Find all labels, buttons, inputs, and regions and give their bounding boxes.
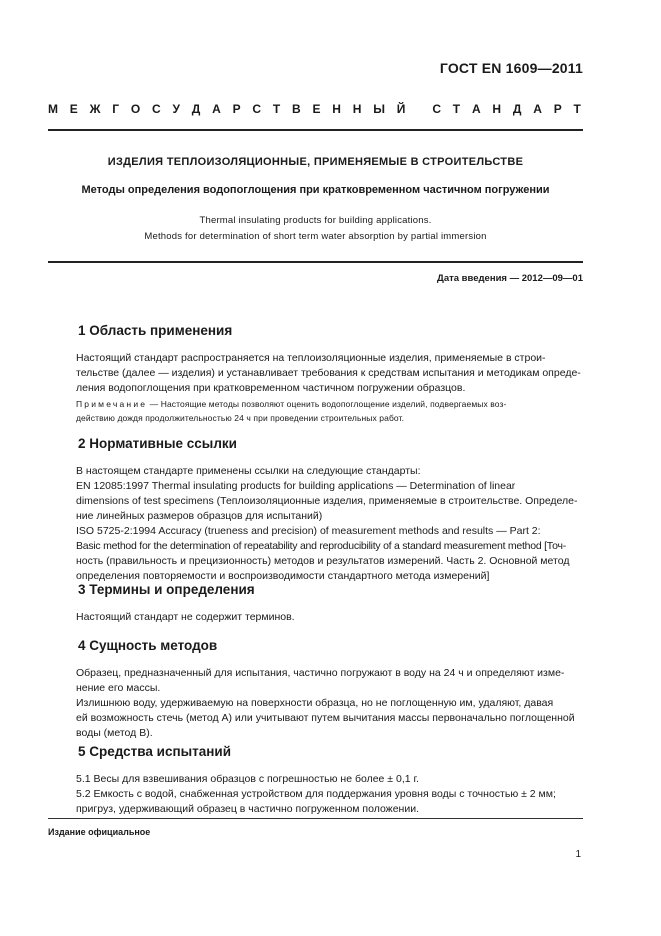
banner-letter: М bbox=[48, 102, 58, 116]
banner-letter: Н bbox=[352, 102, 362, 116]
document-subtitle: Методы определения водопоглощения при кратковременном частичном погружении bbox=[81, 184, 550, 196]
document-number: ГОСТ EN 1609—2011 bbox=[439, 60, 583, 76]
banner-letter: Т bbox=[573, 102, 581, 116]
note-text: — Настоящие методы позволяют оценить водопоглощение изделий, подвергаемых воз- bbox=[147, 399, 507, 409]
title-divider bbox=[48, 261, 583, 263]
text-line: dimensions of test specimens (Теплоизоляционные изделия, применяемые в строительстве. Определе- bbox=[76, 495, 578, 507]
section-heading: 4 Сущность методов bbox=[78, 638, 218, 653]
text-line: ей возможность стечь (метод А) или учитывают путем вычитания массы первоначально поглощенной bbox=[76, 712, 575, 724]
note-label: Примечание bbox=[76, 399, 148, 409]
text-line: Образец, предназначенный для испытания, частично погружают в воду на 24 ч и определяют изме- bbox=[76, 667, 565, 679]
banner-letter: С bbox=[152, 102, 161, 116]
english-title-line-2: Methods for determination of short term water absorption by partial immersion bbox=[144, 231, 487, 242]
section-5-paragraph bbox=[76, 772, 583, 817]
banner-letter: Ж bbox=[89, 102, 101, 116]
section-heading: 2 Нормативные ссылки bbox=[78, 436, 237, 451]
note bbox=[76, 398, 583, 425]
top-divider bbox=[48, 129, 583, 131]
text-line: воды (метод В). bbox=[76, 727, 153, 739]
text-line: пригруз, удерживающий образец в частично погруженном положении. bbox=[76, 803, 419, 815]
banner-letter: Г bbox=[112, 102, 120, 116]
section-heading: 1 Область применения bbox=[78, 323, 233, 338]
text-line: Basic method for the determination of repeatability and reproducibility of a standard measurement method [Точ- bbox=[76, 540, 566, 552]
banner-letter: Н bbox=[332, 102, 341, 116]
banner-letter: Т bbox=[272, 102, 281, 116]
banner-letter bbox=[417, 102, 420, 116]
section-heading: 3 Термины и определения bbox=[78, 582, 255, 597]
text-line: нение его массы. bbox=[76, 682, 161, 694]
text-line: 5.1 Весы для взвешивания образцов с погрешностью не более ± 0,1 г. bbox=[76, 773, 419, 785]
english-title bbox=[48, 213, 583, 245]
text-line: EN 12085:1997 Thermal insulating products for building applications — Determination of linear bbox=[76, 480, 516, 492]
text-line: ления водопоглощения при кратковременном частичном погружении образцов. bbox=[76, 382, 466, 394]
page-number: 1 bbox=[575, 849, 581, 860]
section-2-paragraph bbox=[76, 464, 583, 584]
section-4-paragraph bbox=[76, 666, 583, 741]
banner-letter: Д bbox=[191, 102, 201, 116]
effective-date: Дата введения — 2012—09—01 bbox=[437, 273, 583, 284]
banner-letter: В bbox=[292, 102, 301, 116]
english-title-line-1: Thermal insulating products for building applications. bbox=[199, 215, 432, 226]
standard-banner bbox=[48, 102, 581, 116]
text-line: Излишнюю воду, удерживаемую на поверхности образца, но не поглощенную им, удаляют, давая bbox=[76, 697, 554, 709]
banner-letter: С bbox=[252, 102, 262, 116]
document-title: ИЗДЕЛИЯ ТЕПЛОИЗОЛЯЦИОННЫЕ, ПРИМЕНЯЕМЫЕ В СТРОИТЕЛЬСТВЕ bbox=[107, 156, 524, 168]
banner-letter: Т bbox=[452, 102, 461, 116]
banner-letter: Д bbox=[512, 102, 522, 116]
banner-letter: У bbox=[172, 102, 180, 116]
banner-letter: Й bbox=[396, 102, 406, 116]
banner-letter: Ы bbox=[373, 102, 385, 116]
text-line: ние линейных размеров образцов для испытаний) bbox=[76, 510, 323, 522]
text-line: Настоящий стандарт распространяется на теплоизоляционные изделия, применяемые в строи- bbox=[76, 352, 546, 364]
banner-letter: Н bbox=[492, 102, 502, 116]
banner-letter: А bbox=[533, 102, 542, 116]
banner-letter: А bbox=[212, 102, 221, 116]
text-line: определения повторяемости и воспроизводимости стандартного метода измерений] bbox=[76, 570, 490, 582]
section-3-paragraph bbox=[76, 610, 583, 625]
note-text: действию дождя продолжительностью 24 ч при проведении строительных работ. bbox=[76, 412, 405, 423]
banner-letter: Е bbox=[312, 102, 321, 116]
edition-label: Издание официальное bbox=[48, 827, 151, 837]
section-1-paragraph bbox=[76, 351, 583, 396]
text-line: тельстве (далее — изделия) и устанавливает требования к средствам испытания и методикам опреде- bbox=[76, 367, 581, 379]
section-heading: 5 Средства испытаний bbox=[78, 744, 232, 759]
text-line: Настоящий стандарт не содержит терминов. bbox=[76, 611, 295, 623]
banner-letter: А bbox=[471, 102, 481, 116]
banner-letter: С bbox=[432, 102, 441, 116]
banner-letter: Р bbox=[232, 102, 241, 116]
banner-letter: Р bbox=[553, 102, 562, 116]
text-line: В настоящем стандарте применены ссылки на следующие стандарты: bbox=[76, 465, 421, 477]
text-line: 5.2 Емкость с водой, снабженная устройством для поддержания уровня воды с точностью ± 2 мм; bbox=[76, 788, 556, 800]
banner-letter: Е bbox=[69, 102, 78, 116]
footer-divider bbox=[48, 818, 583, 819]
banner-letter: О bbox=[130, 102, 141, 116]
text-line: ность (правильность и прецизионность) методов и результатов измерений. Часть 2. Основной метод bbox=[76, 555, 570, 567]
text-line: ISO 5725-2:1994 Accuracy (trueness and precision) of measurement methods and results — Part 2: bbox=[76, 525, 541, 537]
